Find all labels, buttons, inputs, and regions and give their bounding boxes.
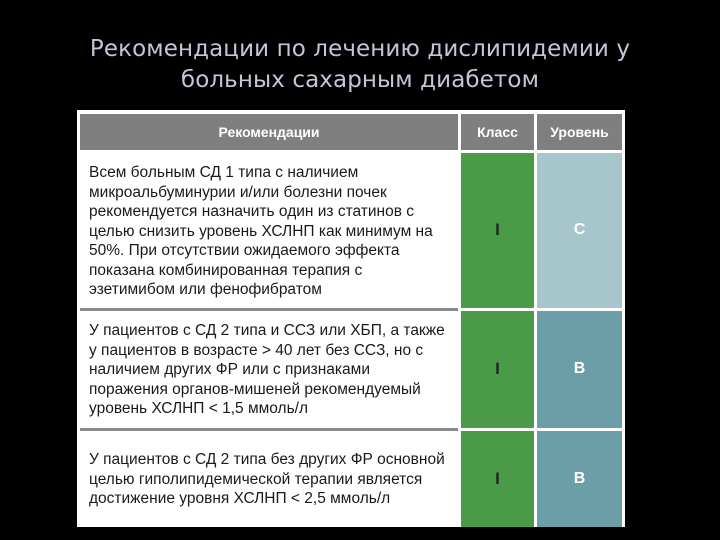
header-class: Класс — [460, 112, 536, 152]
header-level: Уровень — [536, 112, 624, 152]
slide-title: Рекомендации по лечению дислипидемии у больных сахарным диабетом — [89, 36, 631, 93]
table-row — [79, 311, 624, 428]
table-header-row — [79, 112, 624, 152]
recommendation-cell: Всем больным СД 1 типа с наличием микроальбуминурии и/или болезни почек рекомендуется назначить один из статинов с целью снизить уровень ХСЛНП как минимум на 50%. При отсутствии ожидаемого эффекта показана комбинированная терапия с эзетимибом или фенофибратом — [79, 152, 460, 308]
header-recommendation: Рекомендации — [79, 112, 460, 152]
class-cell: I — [460, 311, 536, 428]
recommendations-table — [77, 110, 622, 527]
table-row — [79, 152, 624, 308]
level-cell: B — [536, 311, 624, 428]
level-cell: B — [536, 431, 624, 527]
recommendation-cell: У пациентов с СД 2 типа и ССЗ или ХБП, а также у пациентов в возрасте > 40 лет без ССЗ, но с наличием других ФР или с признаками поражения органов-мишеней рекомендуемый уровень ХСЛНП < 1,5 ммоль/л — [79, 311, 460, 428]
class-cell: I — [460, 152, 536, 308]
level-cell: C — [536, 152, 624, 308]
recommendation-cell: У пациентов с СД 2 типа без других ФР основной целью гиполипидемической терапии является достижение уровня ХСЛНП < 2,5 ммоль/л — [79, 431, 460, 527]
table-row — [79, 431, 624, 527]
class-cell: I — [460, 431, 536, 527]
